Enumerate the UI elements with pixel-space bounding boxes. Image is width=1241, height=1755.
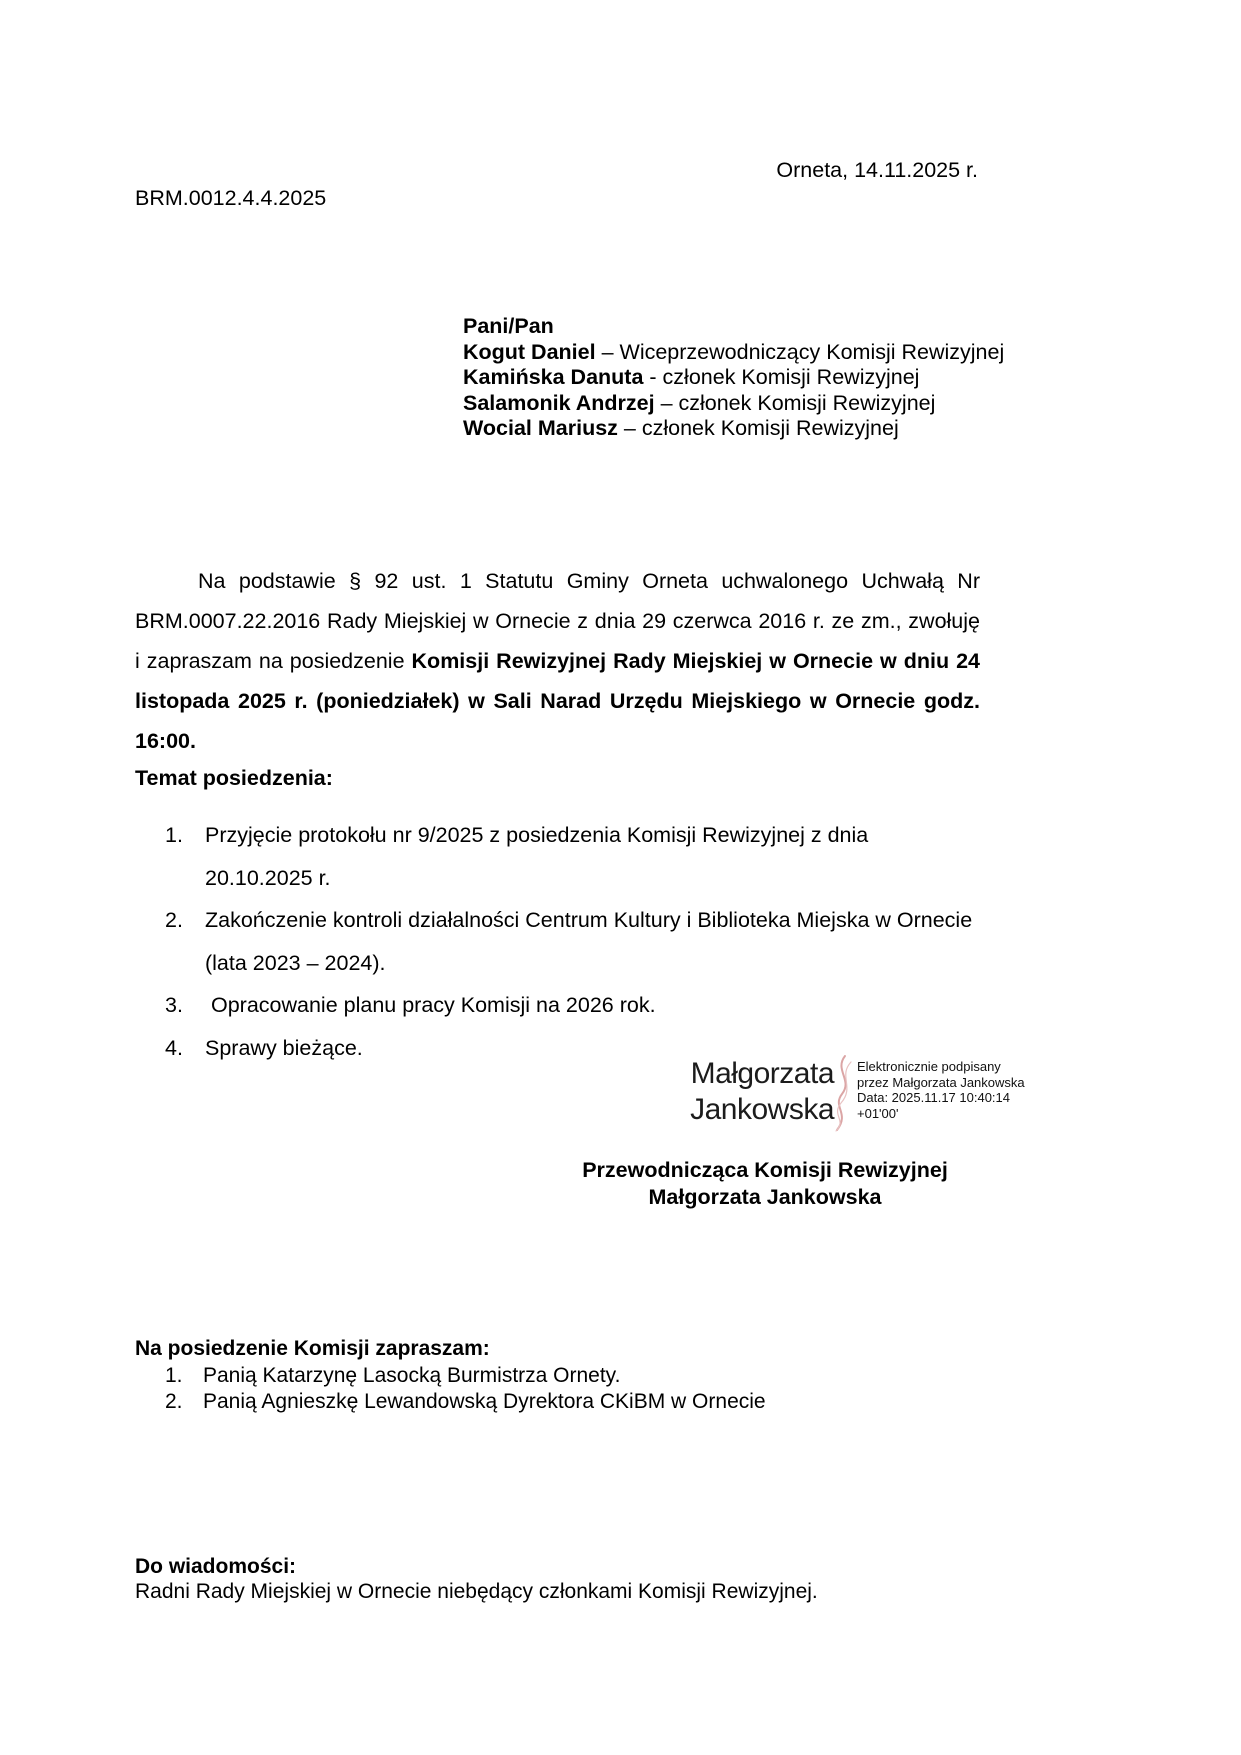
signature-details-line: Elektronicznie podpisany (857, 1059, 1001, 1074)
recipient-role: – członek Komisji Rewizyjnej (623, 416, 899, 440)
agenda-item-text: Sprawy bieżące. (205, 1035, 363, 1060)
signature-details-line: +01'00' (857, 1105, 899, 1121)
invitation-item-number: 2. (165, 1389, 183, 1413)
agenda-item-text: Przyjęcie protokołu nr 9/2025 z posiedzenia Komisji Rewizyjnej z dnia 20.10.2025 r. (205, 823, 875, 890)
place-date: Orneta, 14.11.2025 r. (776, 158, 978, 182)
agenda-item-text: Zakończenie kontroli działalności Centrum Kultury i Biblioteka Miejska w Ornecie (lata 2023 – 2024). (205, 908, 979, 975)
invitation-item-text: Panią Katarzynę Lasocką Burmistrza Ornety. (203, 1364, 621, 1387)
digital-signature-stamp-name: Małgorzata Jankowska (690, 1057, 834, 1126)
agenda-item (165, 984, 980, 1027)
agenda-item-number: 3. (165, 993, 183, 1017)
agenda-item-text: Opracowanie planu pracy Komisji na 2026 rok. (205, 993, 656, 1017)
reference-number: BRM.0012.4.4.2025 (135, 186, 327, 210)
recipient-role: – członek Komisji Rewizyjnej (660, 390, 936, 415)
digital-signature-details (857, 1059, 1032, 1121)
recipient-row (463, 365, 1004, 391)
recipient-role: – Wiceprzewodniczący Komisji Rewizyjnej (601, 339, 1005, 364)
agenda-list (165, 814, 980, 1069)
convocation-text-bold: Komisji Rewizyjnej Rady Miejskiej w Ornecie w dniu 24 listopada 2025 r. (poniedziałek) w Sali Narad Urzędu Miejskiego w Ornecie godz. 16:00. (135, 649, 980, 753)
signature-details-line: Data: 2025.11.17 10:40:14 (857, 1090, 1010, 1105)
distribution-heading: Do wiadomości: (135, 1555, 297, 1578)
recipient-row (463, 391, 1004, 417)
signature-flourish-icon (829, 1054, 857, 1132)
signer-block (545, 1157, 985, 1211)
convocation-paragraph (135, 561, 980, 761)
agenda-heading: Temat posiedzenia: (135, 766, 333, 790)
recipient-row (463, 340, 1004, 366)
invitation-heading: Na posiedzenie Komisji zapraszam: (135, 1337, 490, 1360)
signature-details-line: przez Małgorzata Jankowska (857, 1074, 1025, 1090)
agenda-item (165, 899, 980, 984)
invitation-list (165, 1363, 980, 1414)
invitation-item-text: Panią Agnieszkę Lewandowską Dyrektora CKiBM w Ornecie (203, 1389, 766, 1413)
recipients-salutation: Pani/Pan (463, 314, 554, 338)
recipient-name: Salamonik Andrzej (463, 390, 655, 415)
signer-title: Przewodnicząca Komisji Rewizyjnej (582, 1158, 948, 1182)
invitation-item (165, 1389, 980, 1415)
recipient-name: Kamińska Danuta (463, 365, 644, 389)
signer-name: Małgorzata Jankowska (648, 1185, 882, 1209)
recipient-role: - członek Komisji Rewizyjnej (649, 365, 920, 389)
convocation-text-regular: Na podstawie § 92 ust. 1 Statutu Gminy Orneta uchwalonego Uchwałą Nr BRM.0007.22.2016 Rady Miejskiej w Ornecie z dnia 29 czerwca 2016 r. ze zm., zwołuję i zapraszam na posiedzenie (135, 569, 980, 673)
agenda-item-number: 4. (165, 1035, 183, 1060)
recipient-row (463, 416, 1004, 442)
invitation-item (165, 1363, 980, 1389)
agenda-item-number: 1. (165, 823, 183, 847)
recipient-name: Kogut Daniel (463, 339, 596, 364)
agenda-item (165, 814, 980, 899)
recipients-block (463, 314, 1004, 442)
agenda-item-number: 2. (165, 908, 183, 932)
recipient-name: Wocial Mariusz (463, 416, 618, 440)
invitation-item-number: 1. (165, 1364, 183, 1387)
distribution-text: Radni Rady Miejskiej w Ornecie niebędący członkami Komisji Rewizyjnej. (135, 1580, 818, 1603)
